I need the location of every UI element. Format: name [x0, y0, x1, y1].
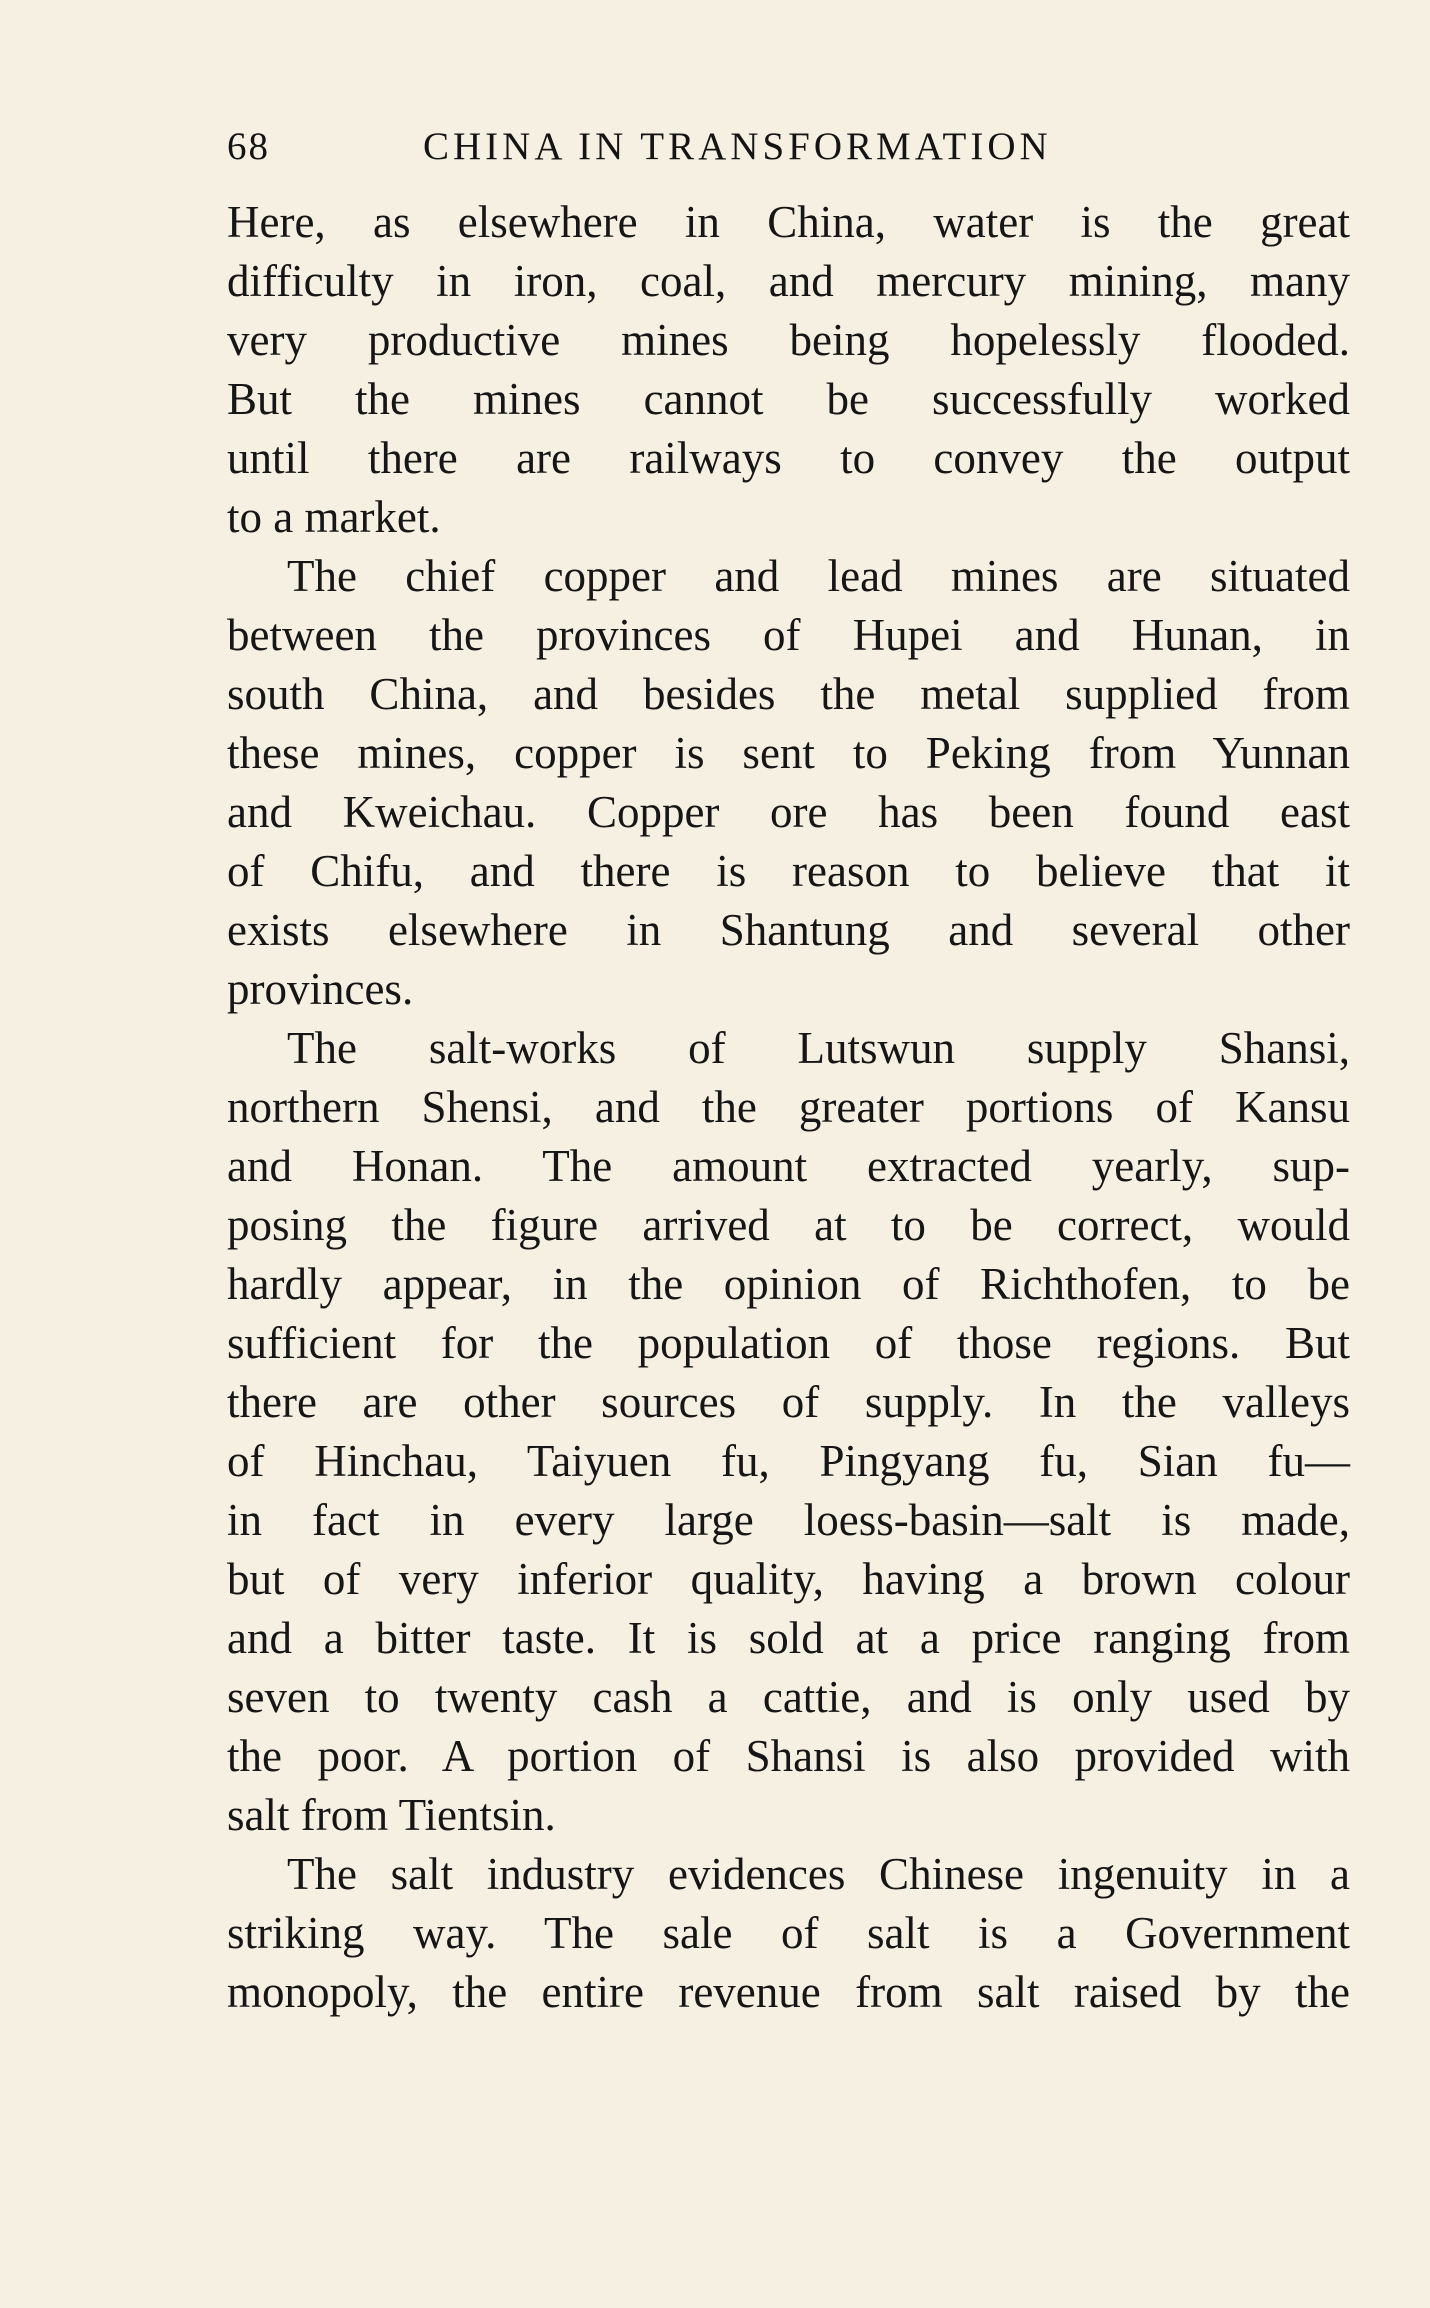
text-line: in fact in every large loess-basin—salt is made, [227, 1495, 1350, 1545]
text-line: Here, as elsewhere in China, water is the great [227, 197, 1350, 247]
body-text [227, 193, 1350, 2022]
text-line: salt from Tientsin. [227, 1790, 556, 1840]
text-line: northern Shensi, and the greater portions of Kansu [227, 1082, 1350, 1132]
text-line: the poor. A portion of Shansi is also provided with [227, 1731, 1350, 1781]
text-line: and Honan. The amount extracted yearly, sup- [227, 1141, 1350, 1191]
text-line: The chief copper and lead mines are situated [287, 551, 1350, 601]
text-line: sufficient for the population of those regions. But [227, 1318, 1350, 1368]
text-line: hardly appear, in the opinion of Richthofen, to be [227, 1259, 1350, 1309]
page-header [227, 118, 1350, 178]
text-line: until there are railways to convey the output [227, 433, 1350, 483]
text-line: and Kweichau. Copper ore has been found east [227, 787, 1350, 837]
page-number: 68 [227, 125, 270, 168]
text-line: very productive mines being hopelessly flooded. [227, 315, 1350, 365]
text-line: provinces. [227, 964, 414, 1014]
text-line: but of very inferior quality, having a brown colour [227, 1554, 1350, 1604]
text-line: difficulty in iron, coal, and mercury mining, many [227, 256, 1350, 306]
text-line: of Hinchau, Taiyuen fu, Pingyang fu, Sian fu— [227, 1436, 1350, 1486]
text-line: seven to twenty cash a cattie, and is only used by [227, 1672, 1350, 1722]
text-line: between the provinces of Hupei and Hunan, in [227, 610, 1350, 660]
text-line: But the mines cannot be successfully worked [227, 374, 1350, 424]
text-line: posing the figure arrived at to be correct, would [227, 1200, 1350, 1250]
text-line: monopoly, the entire revenue from salt raised by the [227, 1967, 1350, 2017]
text-line: south China, and besides the metal supplied from [227, 669, 1350, 719]
text-line: exists elsewhere in Shantung and several other [227, 905, 1350, 955]
running-title: CHINA IN TRANSFORMATION [423, 125, 1052, 168]
text-line: to a market. [227, 492, 441, 542]
text-line: these mines, copper is sent to Peking from Yunnan [227, 728, 1350, 778]
text-line: there are other sources of supply. In the valleys [227, 1377, 1350, 1427]
text-line: and a bitter taste. It is sold at a price ranging from [227, 1613, 1350, 1663]
text-line: The salt industry evidences Chinese ingenuity in a [287, 1849, 1350, 1899]
text-line: striking way. The sale of salt is a Government [227, 1908, 1350, 1958]
text-line: of Chifu, and there is reason to believe that it [227, 846, 1350, 896]
text-line: The salt-works of Lutswun supply Shansi, [287, 1023, 1350, 1073]
